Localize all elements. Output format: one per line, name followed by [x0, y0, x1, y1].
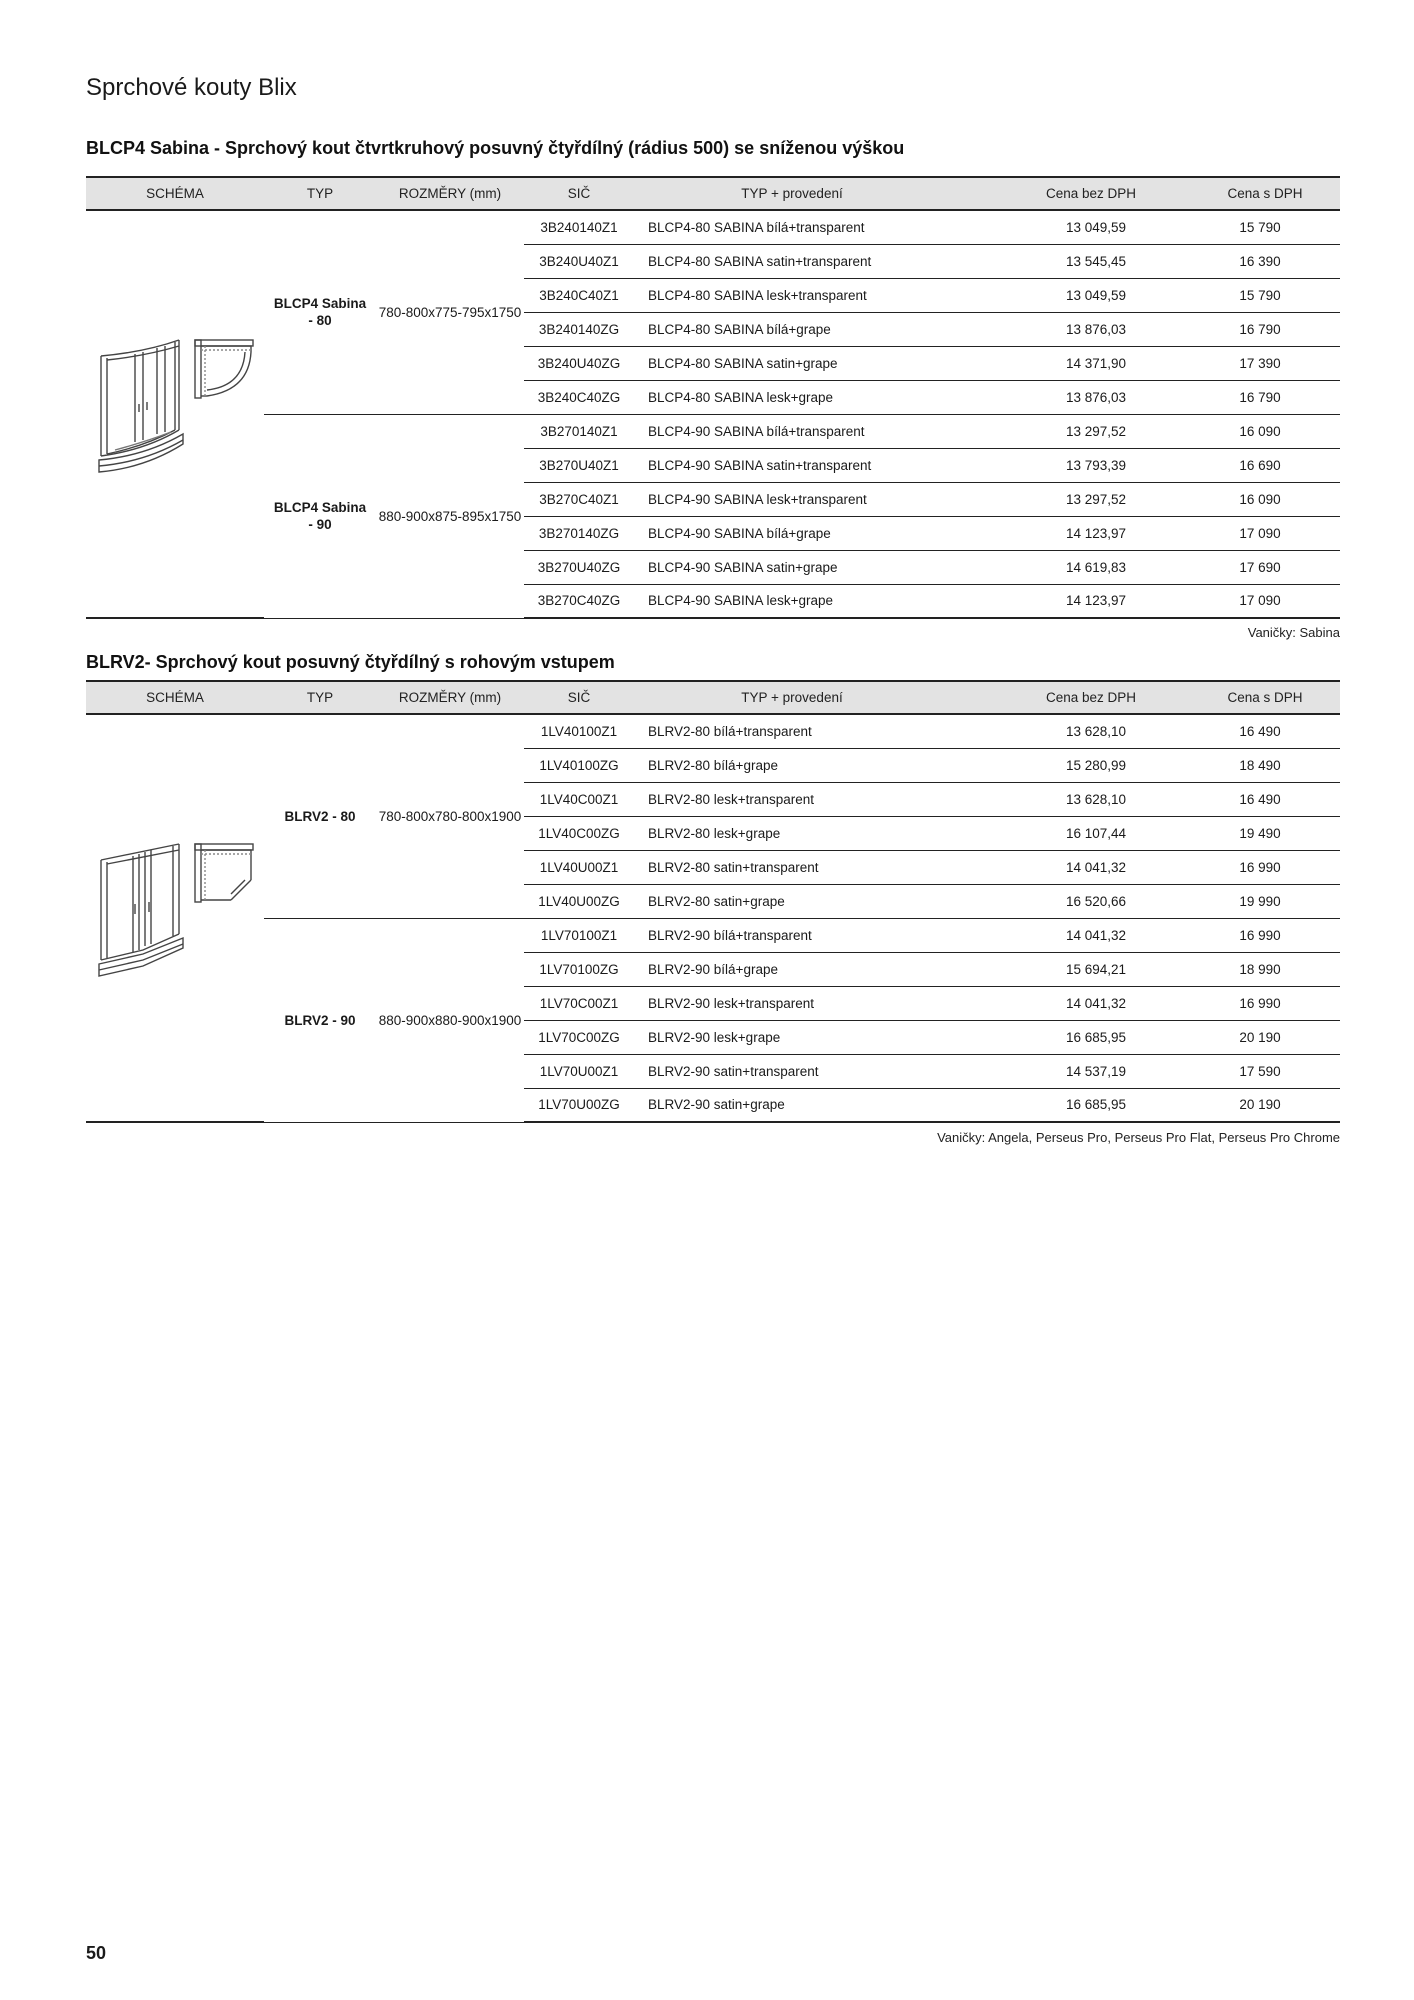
header-cena-s: Cena s DPH — [1190, 177, 1340, 210]
product-variant: BLCP4-80 SABINA bílá+grape — [634, 312, 950, 346]
type-label-size: - 80 — [308, 313, 332, 329]
product-code: 3B270U40Z1 — [524, 448, 634, 482]
header-typ: TYP — [264, 177, 376, 210]
bathtub-note-blcp4: Vaničky: Sabina — [1247, 625, 1340, 640]
dimensions-cell: 880-900x880-900x1900 — [376, 918, 524, 1122]
price-with-vat: 17 390 — [1190, 346, 1340, 380]
floor-plan-quadrant-icon — [193, 338, 255, 400]
product-code: 1LV40100Z1 — [524, 714, 634, 748]
product-variant: BLRV2-80 satin+grape — [634, 884, 950, 918]
product-variant: BLCP4-90 SABINA satin+grape — [634, 550, 950, 584]
type-cell — [264, 714, 376, 918]
header-provedeni: TYP + provedení — [634, 177, 950, 210]
product-variant: BLCP4-90 SABINA lesk+grape — [634, 584, 950, 618]
bathtub-note-blrv2: Vaničky: Angela, Perseus Pro, Perseus Pro Flat, Perseus Pro Chrome — [937, 1130, 1340, 1145]
price-without-vat: 13 049,59 — [950, 210, 1190, 244]
price-with-vat: 15 790 — [1190, 210, 1340, 244]
header-sic: SIČ — [524, 681, 634, 714]
product-code: 3B240140ZG — [524, 312, 634, 346]
product-variant: BLRV2-80 lesk+transparent — [634, 782, 950, 816]
table-row — [86, 918, 1340, 952]
table-header-row — [86, 681, 1340, 714]
product-code: 3B270C40ZG — [524, 584, 634, 618]
header-typ: TYP — [264, 681, 376, 714]
price-without-vat: 16 685,95 — [950, 1020, 1190, 1054]
price-with-vat: 17 090 — [1190, 516, 1340, 550]
price-without-vat: 16 685,95 — [950, 1088, 1190, 1122]
header-rozmery: ROZMĚRY (mm) — [376, 681, 524, 714]
price-table-blcp4 — [86, 176, 1340, 619]
price-without-vat: 13 049,59 — [950, 278, 1190, 312]
product-code: 3B270U40ZG — [524, 550, 634, 584]
product-code: 3B240C40Z1 — [524, 278, 634, 312]
product-code: 1LV40C00ZG — [524, 816, 634, 850]
header-cena-bez: Cena bez DPH — [950, 681, 1190, 714]
price-with-vat: 15 790 — [1190, 278, 1340, 312]
product-variant: BLRV2-90 bílá+grape — [634, 952, 950, 986]
price-without-vat: 14 619,83 — [950, 550, 1190, 584]
product-code: 3B270140ZG — [524, 516, 634, 550]
price-without-vat: 14 371,90 — [950, 346, 1190, 380]
type-cell — [264, 414, 376, 618]
product-code: 1LV40U00Z1 — [524, 850, 634, 884]
price-without-vat: 14 123,97 — [950, 516, 1190, 550]
price-without-vat: 13 297,52 — [950, 482, 1190, 516]
price-without-vat: 13 297,52 — [950, 414, 1190, 448]
product-variant: BLCP4-90 SABINA bílá+transparent — [634, 414, 950, 448]
product-variant: BLCP4-80 SABINA bílá+transparent — [634, 210, 950, 244]
section-title-blcp4: BLCP4 Sabina - Sprchový kout čtvrtkruhový posuvný čtyřdílný (rádius 500) se sníženou výškou — [86, 138, 905, 158]
price-without-vat: 16 520,66 — [950, 884, 1190, 918]
header-provedeni: TYP + provedení — [634, 681, 950, 714]
product-variant: BLRV2-90 lesk+transparent — [634, 986, 950, 1020]
header-sic: SIČ — [524, 177, 634, 210]
product-variant: BLRV2-80 satin+transparent — [634, 850, 950, 884]
product-code: 1LV40C00Z1 — [524, 782, 634, 816]
price-with-vat: 18 990 — [1190, 952, 1340, 986]
price-table-blrv2 — [86, 680, 1340, 1123]
product-variant: BLCP4-90 SABINA lesk+transparent — [634, 482, 950, 516]
price-without-vat: 13 793,39 — [950, 448, 1190, 482]
product-variant: BLCP4-80 SABINA satin+transparent — [634, 244, 950, 278]
price-with-vat: 16 390 — [1190, 244, 1340, 278]
price-without-vat: 14 041,32 — [950, 850, 1190, 884]
price-with-vat: 19 990 — [1190, 884, 1340, 918]
price-without-vat: 13 628,10 — [950, 714, 1190, 748]
product-code: 1LV70100Z1 — [524, 918, 634, 952]
price-without-vat: 14 123,97 — [950, 584, 1190, 618]
price-with-vat: 17 090 — [1190, 584, 1340, 618]
product-variant: BLRV2-80 lesk+grape — [634, 816, 950, 850]
product-variant: BLRV2-90 satin+grape — [634, 1088, 950, 1122]
product-variant: BLCP4-80 SABINA lesk+transparent — [634, 278, 950, 312]
table-body-blcp4 — [86, 210, 1340, 618]
product-code: 3B270140Z1 — [524, 414, 634, 448]
product-code: 3B240U40Z1 — [524, 244, 634, 278]
dimensions-cell: 780-800x775-795x1750 — [376, 210, 524, 414]
price-with-vat: 16 090 — [1190, 482, 1340, 516]
price-without-vat: 15 694,21 — [950, 952, 1190, 986]
type-label: BLCP4 Sabina — [273, 500, 367, 515]
type-label: BLRV2 - 80 — [284, 808, 356, 824]
product-code: 1LV70C00ZG — [524, 1020, 634, 1054]
type-label-size: - 90 — [308, 517, 332, 532]
product-variant: BLRV2-80 bílá+grape — [634, 748, 950, 782]
price-with-vat: 20 190 — [1190, 1020, 1340, 1054]
header-cena-bez: Cena bez DPH — [950, 177, 1190, 210]
page-title: Sprchové kouty Blix — [86, 74, 297, 101]
table-row — [86, 210, 1340, 244]
type-cell — [264, 918, 376, 1122]
product-code: 3B240C40ZG — [524, 380, 634, 414]
product-code: 1LV70U00Z1 — [524, 1054, 634, 1088]
price-with-vat: 17 690 — [1190, 550, 1340, 584]
price-without-vat: 16 107,44 — [950, 816, 1190, 850]
product-variant: BLRV2-90 bílá+transparent — [634, 918, 950, 952]
header-rozmery: ROZMĚRY (mm) — [376, 177, 524, 210]
price-with-vat: 16 990 — [1190, 918, 1340, 952]
product-variant: BLCP4-80 SABINA lesk+grape — [634, 380, 950, 414]
price-with-vat: 16 990 — [1190, 850, 1340, 884]
table-row — [86, 714, 1340, 748]
price-with-vat: 17 590 — [1190, 1054, 1340, 1088]
table-body-blrv2 — [86, 714, 1340, 1122]
dimensions-cell: 880-900x875-895x1750 — [376, 414, 524, 618]
price-with-vat: 19 490 — [1190, 816, 1340, 850]
product-variant: BLCP4-80 SABINA satin+grape — [634, 346, 950, 380]
dimensions-cell: 780-800x780-800x1900 — [376, 714, 524, 918]
price-with-vat: 16 490 — [1190, 714, 1340, 748]
product-code: 3B240140Z1 — [524, 210, 634, 244]
table-row — [86, 414, 1340, 448]
price-without-vat: 14 537,19 — [950, 1054, 1190, 1088]
product-code: 1LV70C00Z1 — [524, 986, 634, 1020]
shower-enclosure-3d-icon — [95, 842, 185, 992]
price-without-vat: 15 280,99 — [950, 748, 1190, 782]
header-schema: SCHÉMA — [86, 177, 264, 210]
price-with-vat: 18 490 — [1190, 748, 1340, 782]
price-with-vat: 16 490 — [1190, 782, 1340, 816]
header-schema: SCHÉMA — [86, 681, 264, 714]
floor-plan-square-icon — [193, 842, 255, 904]
schema-drawing-square — [95, 842, 255, 992]
price-without-vat: 14 041,32 — [950, 986, 1190, 1020]
header-cena-s: Cena s DPH — [1190, 681, 1340, 714]
price-without-vat: 14 041,32 — [950, 918, 1190, 952]
price-without-vat: 13 876,03 — [950, 312, 1190, 346]
product-variant: BLRV2-80 bílá+transparent — [634, 714, 950, 748]
price-with-vat: 16 090 — [1190, 414, 1340, 448]
price-with-vat: 16 790 — [1190, 380, 1340, 414]
product-variant: BLRV2-90 satin+transparent — [634, 1054, 950, 1088]
shower-enclosure-3d-icon — [95, 338, 185, 488]
price-without-vat: 13 628,10 — [950, 782, 1190, 816]
price-without-vat: 13 876,03 — [950, 380, 1190, 414]
schema-drawing-quadrant — [95, 338, 255, 488]
product-code: 3B240U40ZG — [524, 346, 634, 380]
table-header-row — [86, 177, 1340, 210]
product-variant: BLCP4-90 SABINA satin+transparent — [634, 448, 950, 482]
product-code: 1LV40100ZG — [524, 748, 634, 782]
price-with-vat: 16 990 — [1190, 986, 1340, 1020]
price-with-vat: 16 690 — [1190, 448, 1340, 482]
type-label: BLRV2 - 90 — [284, 1012, 356, 1028]
schema-cell — [86, 210, 264, 618]
price-with-vat: 16 790 — [1190, 312, 1340, 346]
product-code: 1LV70100ZG — [524, 952, 634, 986]
page-number: 50 — [86, 1943, 107, 1963]
product-code: 1LV40U00ZG — [524, 884, 634, 918]
product-variant: BLRV2-90 lesk+grape — [634, 1020, 950, 1054]
type-cell — [264, 210, 376, 414]
price-with-vat: 20 190 — [1190, 1088, 1340, 1122]
price-without-vat: 13 545,45 — [950, 244, 1190, 278]
section-title-blrv2: BLRV2- Sprchový kout posuvný čtyřdílný s rohovým vstupem — [86, 652, 615, 672]
product-code: 3B270C40Z1 — [524, 482, 634, 516]
type-label: BLCP4 Sabina — [273, 296, 367, 312]
schema-cell — [86, 714, 264, 1122]
product-variant: BLCP4-90 SABINA bílá+grape — [634, 516, 950, 550]
product-code: 1LV70U00ZG — [524, 1088, 634, 1122]
